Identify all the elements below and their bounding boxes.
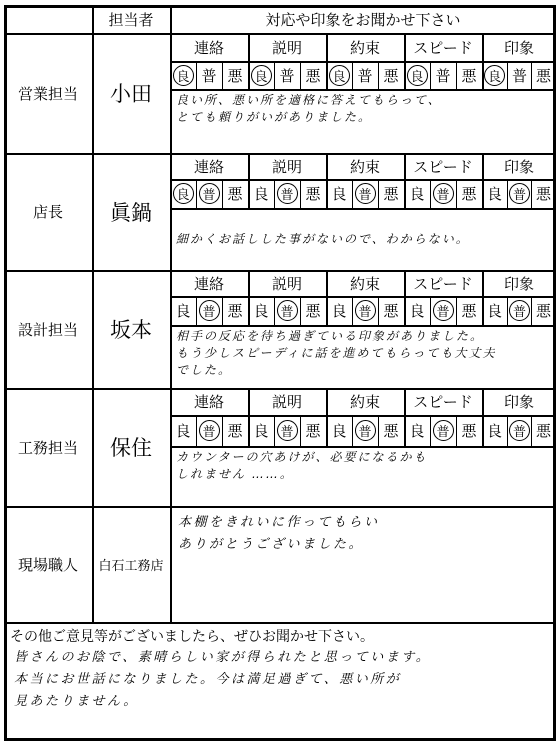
rating-choice-text: 悪 xyxy=(305,185,321,203)
rating-choice-text: 悪 xyxy=(535,66,551,85)
rating-choice-selected xyxy=(196,296,222,325)
staff-comment: 相手の反応を待ち過ぎている印象がありました。 もう少しスピーディに話を進めてもらっても大丈夫 でした。 xyxy=(176,329,497,377)
category-label: 印象 xyxy=(503,157,534,176)
rating-choice-text: 良 xyxy=(409,302,425,320)
rating-choice-text: 普 xyxy=(355,420,376,441)
rating-choice xyxy=(222,61,248,89)
staff-role: 営業担当 xyxy=(17,84,78,103)
rating-choice xyxy=(531,179,556,208)
rating-choice-text: 悪 xyxy=(535,302,551,320)
rating-choice-text: 悪 xyxy=(383,66,399,85)
header-feedback: 対応や印象をお聞かせ下さい xyxy=(265,10,461,29)
staff-role: 工務担当 xyxy=(17,438,78,457)
rating-choice-text: 悪 xyxy=(535,422,551,440)
craftsman-name: 白石工務店 xyxy=(98,558,164,574)
rating-choice xyxy=(222,179,248,208)
rating-choice-text: 普 xyxy=(279,66,295,85)
staff-role: 設計担当 xyxy=(17,320,78,339)
rating-choice xyxy=(482,415,507,446)
rating-choice xyxy=(430,61,456,89)
rating-choice-text: 悪 xyxy=(461,422,477,440)
rating-choice-text: 普 xyxy=(201,66,217,85)
rating-choice-text: 悪 xyxy=(383,302,399,320)
rating-choice-text: 普 xyxy=(433,420,454,441)
rating-choice xyxy=(326,415,352,446)
rating-choice-selected xyxy=(248,61,274,89)
rating-choice xyxy=(378,415,404,446)
rating-choice-text: 普 xyxy=(277,300,298,321)
rating-choice-text: 普 xyxy=(199,300,220,321)
rating-choice-selected xyxy=(404,61,430,89)
category-label: 印象 xyxy=(503,38,534,57)
rating-choice-text: 普 xyxy=(509,420,530,441)
rating-choice xyxy=(170,296,196,325)
rating-choice-text: 悪 xyxy=(227,302,243,320)
rating-choice-selected xyxy=(507,296,532,325)
rating-divider xyxy=(170,208,556,210)
rating-choice-text: 良 xyxy=(484,65,505,86)
rating-choice xyxy=(507,61,532,89)
rating-choice-text: 悪 xyxy=(461,66,477,85)
rating-choice-text: 悪 xyxy=(461,302,477,320)
category-label: 連絡 xyxy=(193,393,224,411)
rating-choice xyxy=(326,296,352,325)
rating-choice-text: 良 xyxy=(253,422,269,440)
category-label: 印象 xyxy=(503,393,534,411)
rating-choice-selected xyxy=(507,415,532,446)
staff-comment: 良い所、悪い所を適格に答えてもらって、 とても頼りがいがありました。 xyxy=(176,93,442,124)
rating-choice-text: 良 xyxy=(409,422,425,440)
category-label: 説明 xyxy=(271,393,302,411)
rating-choice-selected xyxy=(507,179,532,208)
rating-choice-selected xyxy=(170,179,196,208)
rating-choice xyxy=(300,415,326,446)
rating-choice-text: 悪 xyxy=(227,66,243,85)
rating-choice xyxy=(531,415,556,446)
rating-choice-selected xyxy=(274,415,300,446)
rating-choice-text: 悪 xyxy=(305,422,321,440)
category-label: 説明 xyxy=(271,38,302,57)
rating-choice xyxy=(404,296,430,325)
rating-choice-text: 良 xyxy=(331,422,347,440)
rating-choice xyxy=(404,415,430,446)
rating-choice-text: 普 xyxy=(199,183,220,204)
rating-choice xyxy=(456,179,482,208)
rating-choice-selected xyxy=(352,296,378,325)
category-label: 約束 xyxy=(349,157,380,176)
rating-choice-text: 良 xyxy=(331,302,347,320)
staff-role: 店長 xyxy=(32,203,63,221)
rating-divider xyxy=(170,89,556,91)
rating-choice-text: 良 xyxy=(409,185,425,203)
other-prompt: その他ご意見等がございましたら、ぜひお聞かせ下さい。 xyxy=(10,629,374,645)
rating-choice xyxy=(222,415,248,446)
staff-name: 眞鍋 xyxy=(110,200,152,225)
category-label: スピード xyxy=(413,38,473,57)
rating-choice-text: 普 xyxy=(357,66,373,85)
rating-choice-text: 良 xyxy=(175,422,191,440)
rating-choice-text: 良 xyxy=(253,185,269,203)
rating-choice xyxy=(482,296,507,325)
rating-choice-selected xyxy=(326,61,352,89)
rating-choice xyxy=(170,415,196,446)
rating-choice xyxy=(274,61,300,89)
rating-choice-text: 良 xyxy=(173,183,194,204)
category-label: 連絡 xyxy=(193,157,224,176)
rating-choice xyxy=(378,296,404,325)
rating-choice-selected xyxy=(352,415,378,446)
rating-choice-text: 悪 xyxy=(535,185,551,203)
other-comment: 皆さんのお陰で、素晴らしい家が得られたと思っています。 本当にお世話になりました。今は満足過ぎて、悪い所が 見あたりません。 xyxy=(14,650,432,709)
rating-divider xyxy=(170,446,556,448)
rating-choice xyxy=(352,61,378,89)
rating-choice-text: 普 xyxy=(355,300,376,321)
rating-choice-selected xyxy=(196,179,222,208)
rating-choice-text: 普 xyxy=(199,420,220,441)
rating-choice-text: 良 xyxy=(407,65,428,86)
rating-choice-selected xyxy=(430,179,456,208)
category-label: 約束 xyxy=(349,393,380,411)
rating-choice xyxy=(456,296,482,325)
rating-choice xyxy=(482,179,507,208)
craftsman-divider xyxy=(4,622,556,624)
rating-choice xyxy=(326,179,352,208)
staff-name: 保住 xyxy=(110,436,152,460)
rating-choice xyxy=(248,296,274,325)
rating-choice xyxy=(531,296,556,325)
rating-choice xyxy=(300,61,326,89)
rating-choice-text: 普 xyxy=(433,300,454,321)
rating-choice xyxy=(456,61,482,89)
rating-choice xyxy=(196,61,222,89)
rating-choice-text: 良 xyxy=(329,65,350,86)
staff-name: 小田 xyxy=(110,82,152,106)
rating-choice-selected xyxy=(274,296,300,325)
rating-choice-selected xyxy=(482,61,507,89)
rating-divider xyxy=(170,325,556,327)
category-label: スピード xyxy=(413,274,473,293)
rating-choice-text: 良 xyxy=(175,302,191,320)
category-label: スピード xyxy=(413,393,473,411)
rating-choice xyxy=(300,296,326,325)
frame-bottom xyxy=(4,738,556,741)
rating-choice xyxy=(248,415,274,446)
rating-choice-text: 普 xyxy=(509,300,530,321)
rating-choice-text: 悪 xyxy=(305,66,321,85)
rating-choice xyxy=(248,179,274,208)
rating-choice xyxy=(456,415,482,446)
category-label: 説明 xyxy=(271,157,302,176)
header-person: 担当者 xyxy=(108,10,154,29)
rating-choice-text: 悪 xyxy=(227,185,243,203)
rating-choice-text: 良 xyxy=(486,302,502,320)
rating-choice-text: 普 xyxy=(355,183,376,204)
rating-choice-selected xyxy=(170,61,196,89)
rating-choice-text: 良 xyxy=(331,185,347,203)
rating-choice-text: 普 xyxy=(509,183,530,204)
staff-comment: カウンターの穴あけが、必要になるかも しれません ……。 xyxy=(176,450,428,481)
category-label: スピード xyxy=(413,157,473,176)
rating-choice-text: 普 xyxy=(433,183,454,204)
rating-choice-selected xyxy=(196,415,222,446)
category-label: 連絡 xyxy=(193,274,224,293)
category-label: 説明 xyxy=(271,274,302,293)
rating-choice xyxy=(531,61,556,89)
frame-right xyxy=(553,5,556,741)
rating-choice xyxy=(222,296,248,325)
rating-choice-text: 悪 xyxy=(383,185,399,203)
category-label: 約束 xyxy=(349,38,380,57)
rating-choice-selected xyxy=(430,415,456,446)
rating-choice-text: 良 xyxy=(486,422,502,440)
rating-choice-text: 良 xyxy=(173,65,194,86)
rating-choice-text: 良 xyxy=(253,302,269,320)
category-label: 約束 xyxy=(349,274,380,293)
rating-choice-text: 良 xyxy=(486,185,502,203)
rating-choice xyxy=(404,179,430,208)
rating-choice-text: 悪 xyxy=(227,422,243,440)
staff-name: 坂本 xyxy=(110,318,152,342)
category-label: 連絡 xyxy=(193,38,224,57)
rating-choice-text: 悪 xyxy=(305,302,321,320)
craftsman-comment: 本棚をきれいに作ってもらい ありがとうございました。 xyxy=(178,515,380,552)
rating-choice-text: 良 xyxy=(251,65,272,86)
rating-choice xyxy=(378,179,404,208)
rating-choice-text: 悪 xyxy=(461,185,477,203)
rating-choice-selected xyxy=(352,179,378,208)
rating-choice xyxy=(378,61,404,89)
rating-choice-selected xyxy=(430,296,456,325)
category-label: 印象 xyxy=(503,274,534,293)
rating-choice-text: 普 xyxy=(277,183,298,204)
rating-choice-text: 普 xyxy=(511,66,527,85)
rating-choice xyxy=(300,179,326,208)
rating-choice-text: 普 xyxy=(277,420,298,441)
rating-choice-text: 普 xyxy=(435,66,451,85)
craftsman-role: 現場職人 xyxy=(17,555,78,574)
staff-comment: 細かくお話しした事がないので、わからない。 xyxy=(176,232,470,246)
rating-choice-text: 悪 xyxy=(383,422,399,440)
rating-choice-selected xyxy=(274,179,300,208)
